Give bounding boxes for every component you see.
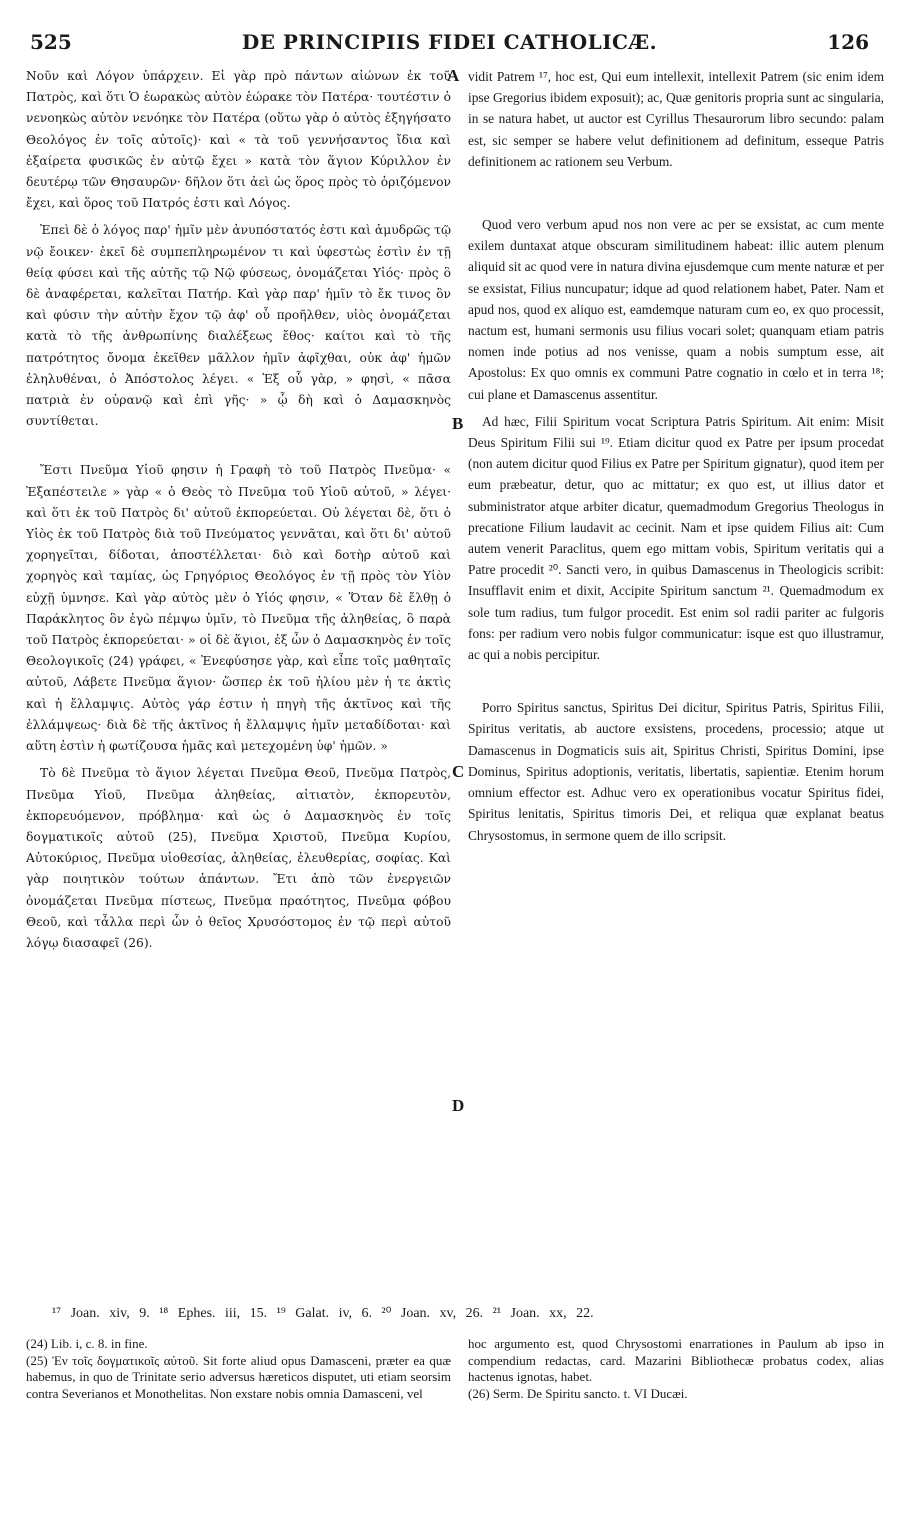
greek-paragraph: Τὸ δὲ Πνεῦμα τὸ ἅγιον λέγεται Πνεῦμα Θεοῦ, Πνεῦμα Πατρὸς, Πνεῦμα Υἱοῦ, Πνεῦμα ἀληθείας, αἰτιατὸν, ἐκπορευτὸν, ἐκπορευόμενον, πρόβλημα· καὶ ὡς ὁ Δαμασκηνὸς ἐν τοῖς δογματικοῖς αὐτοῦ (25), Πνεῦμα Χριστοῦ, Πνεῦμα Κυρίου, Αὐτοκύριος, Πνεῦμα υἱοθεσίας, ἀληθείας, ἐλευθερίας, σοφίας. Καὶ γὰρ ποιητικὸν τούτων ἁπάντων. Ἔτι ἀπὸ τῶν ἐνεργειῶν ὀνομάζεται Πνεῦμα πίστεως, Πνεῦμα πραότητος, Πνεῦμα φόβου Θεοῦ, καὶ τἆλλα περὶ ὧν ὁ θεῖος Χρυσόστομος ἐν τῷ περὶ αὐτοῦ λόγῳ διασαφεῖ (26). (26, 766, 451, 950)
section-marker-c: C (452, 762, 465, 781)
page-number-left: 525 (30, 30, 72, 54)
footnote: (26) Serm. De Spiritu sancto. t. VI Ducæi. (468, 1385, 688, 1401)
latin-text-column (468, 66, 884, 852)
greek-paragraph: Ἔστι Πνεῦμα Υἱοῦ φησιν ἡ Γραφὴ τὸ τοῦ Πατρὸς Πνεῦμα· « Ἐξαπέστειλε » γὰρ « ὁ Θεὸς τὸ Πνεῦμα τοῦ Υἱοῦ αὐτοῦ, » λέγει· καὶ ὅτι ἐκ τοῦ Πατρὸς δι' αὐτοῦ ἐκπορεύεται. Οὐ λέγεται δὲ, ὅτι ὁ Υἱὸς ἐκ τοῦ Πατρὸς διὰ τοῦ Πνεύματος γεννᾶται, καὶ ὅτι δι' αὐτοῦ χορηγεῖται, δίδοται, ἀποστέλλεται· διὸ καὶ δοτὴρ αὐτοῦ καὶ χορηγὸς καὶ ταμίας, ὡς Γρηγόριος Θεολόγος ἐν τῇ πρὸς τὸν Υἱὸν εὐχῇ ὑμνησε. Καὶ γὰρ αὐτὸς μὲν ὁ Υἱός φησιν, « Ὅταν δὲ ἔλθῃ ὁ Παράκλητος ὃν ἐγὼ πέμψω ὑμῖν, τὸ Πνεῦμα τῆς ἀληθείας, ὃ παρὰ τοῦ Πατρὸς ἐκπορεύεται· » οἱ δὲ ἅγιοι, ἐξ ὧν ὁ Δαμασκηνὸς ἐν τοῖς Θεολογικοῖς (24) γράφει, « Ἐνεφύσησε γὰρ, καὶ εἶπε τοῖς μαθηταῖς αὐτοῦ, Λάβετε Πνεῦμα ἅγιον· ὥσπερ ἐκ τοῦ ἡλίου μὲν ἡ τε ἀκτὶς καὶ ἡ ἔλλαμψις. Αὐτὸς γάρ ἐστιν ἡ πηγὴ τῆς ἀκτῖνος καὶ τῆς ἐλλάμψεως· διὰ δὲ τῆς ἀκτῖνος ἡ ἔλλαμψις ἡμῖν μεταδίδοται· καὶ αὕτη ἐστὶν ἡ φωτίζουσα ἡμᾶς καὶ μετεχομένη ὑφ' ἡμῶν. » (26, 463, 451, 754)
greek-text-column (26, 66, 451, 960)
footnote: (25) Ἐν τοῖς δογματικοῖς αὐτοῦ. Sit forte aliud opus Damasceni, præter ea quæ habemus, in quo de Trinitate serio adversus hæreticos disputet, uti etiam seorsim contra Severianos et Monothelitas. Non exstare nobis omnia Damasceni, vel (26, 1352, 451, 1401)
scripture-references: ¹⁷ Joan. xiv, 9. ¹⁸ Ephes. iii, 15. ¹⁹ Galat. iv, 6. ²⁰ Joan. xv, 26. ²¹ Joan. xx, 22. (52, 1306, 594, 1321)
footnotes-right (468, 1336, 884, 1402)
greek-paragraph: Ἐπεὶ δὲ ὁ λόγος παρ' ἡμῖν μὲν ἀνυπόστατός ἐστι καὶ ἀμυδρῶς τῷ νῷ ἔοικεν· ἐκεῖ δὲ συμπεπληρωμένον τι καὶ ὑφεστὼς ἐστὶν ἐν τῇ θείᾳ φύσει καὶ τῆς αὐτῆς τῷ Νῷ φύσεως, ὀνομάζεται Υἱός· πρὸς ὃ δὲ ἀναφέρεται, καλεῖται Πατήρ. Καὶ γὰρ παρ' ἡμῖν τὸ ἔκ τινος ὂν καὶ φύσιν τὴν αὐτὴν ἔχον τῷ ἀφ' οὗ προῆλθεν, υἱὸς ὀνομάζεται κατὰ τὸ τῆς ἀνθρωπίνης διαλέξεως ἔθος· καίτοι καὶ τὸ τῆς πατρότητος ὄνομα ἐκεῖθεν μᾶλλον ἡμῖν ἀφῖχθαι, οὐκ ἀφ' ἡμῶν ἐληλυθέναι, ὁ Ἀπόστολος λέγει. « Ἐξ οὗ γὰρ, » φησὶ, « πᾶσα πατριὰ ἐν οὐρανῷ καὶ ἐπὶ γῆς· » ᾧ δὴ καὶ ὁ Δαμασκηνὸς συντίθεται. (26, 223, 451, 429)
running-title: DE PRINCIPIIS FIDEI CATHOLICÆ. (241, 30, 658, 54)
latin-paragraph: Ad hæc, Filii Spiritum vocat Scriptura Patris Spiritum. Ait enim: Misit Deus Spiritum Filii sui ¹⁹. Etiam dicitur quod ex Patre per ipsum procedat (non autem dicitur quod Filius ex Patre per Spiritum gignatur), quod item per eum præbeatur, detur, quo ac mittatur; ex quo est, ut illius dator et subministrator atque arbiter dicatur, quemadmodum Gregorius Theologus in precatione Filium laudavit ac cecinit. Nam et ipse quidem Filius ait: Cum autem venerit Paraclitus, quem ego mittam vobis, Spiritum veritatis qui a Patre procedit ²⁰. Sancti vero, in quibus Damascenus in Theologicis scribit: Insufflavit enim et dixit, Accipite Spiritum sanctum ²¹. Quemadmodum ex sole tum radius, tum fulgor procedit. Est enim sol radii pariter ac fulgoris fons: per radium vero nobis fulgor communicatur: isque est quo illustramur, ac qui a nobis percipitur. (468, 413, 884, 663)
latin-paragraph: Quod vero verbum apud nos non vere ac per se exsistat, ac cum mente exilem duntaxat atque obscuram similitudinem habeat: illic autem plenum aliquid sit ac quod vere in natura divina ejusdemque cum mente naturæ et per se exsistat, Filius nuncupatur; idque ad quod relationem habet, Pater. Nam et apud nos, quod ex aliquo est, eamdemque naturam cum eo, ex quo processit, nactum est, humani sermonis usu filius vocari solet; quanquam etiam patris nomen inde potius ad nos venisse, quam a nobis sumptum esse, ait Apostolus: Ex quo omnis ex communi Patre cognatio in cœlo et in terra ¹⁸; cui plane et Damascenus assentitur. (468, 217, 884, 402)
footnotes-left (26, 1336, 451, 1402)
section-marker-d: D (452, 1096, 465, 1115)
footnote: (24) Lib. i, c. 8. in fine. (26, 1336, 148, 1351)
section-marker-a: A (447, 66, 460, 85)
footnote: hoc argumento est, quod Chrysostomi enarrationes in Paulum ab ipso in compendium redactas, card. Mazarini Bibliothecæ probatus codex, alias hactenus ignotas, habet. (468, 1336, 884, 1384)
latin-paragraph: vidit Patrem ¹⁷, hoc est, Qui eum intellexit, intellexit Patrem (sic enim idem ipse Gregorius ibidem exposuit); ac, Quæ genitoris propria sunt ac singularia, in se natura habet, ut auctor est Cyrillus Thesaurorum libro secundo: palam est, sic semper se habere velut definitionem ad definitum, esseque Patris definitionem ac rationem seu Verbum. (468, 69, 884, 169)
page-number-right: 126 (827, 30, 869, 54)
page-header (30, 30, 869, 70)
section-marker-b: B (452, 414, 464, 433)
greek-paragraph: Νοῦν καὶ Λόγον ὑπάρχειν. Εἰ γὰρ πρὸ πάντων αἰώνων ἐκ τοῦ Πατρὸς, καὶ ὅτι Ὁ ἑωρακὼς αὐτὸν ἑώρακε τὸν Πατέρα· τουτέστιν ὁ νενοηκὼς αὐτὸν νενόηκε τὸν Πατέρα (οὕτω γὰρ ὁ αὐτὸς ἐξηγήσατο Θεολόγος ἐν τοῖς αὐτοῖς)· καὶ « τὰ τοῦ γεννήσαντος ἴδια καὶ ἐξαίρετα φυσικῶς ἐν αὐτῷ ἔχει » κατὰ τὸν ἅγιον Κύριλλον ἐν δευτέρῳ τῶν Θησαυρῶν· δῆλον ὅτι ἀεὶ ὡς ὅρος πρὸς τὸ ὁριζόμενον ἔχει, καὶ ὅρος τοῦ Πατρός ἐστι καὶ Λόγος. (26, 69, 451, 211)
latin-paragraph: Porro Spiritus sanctus, Spiritus Dei dicitur, Spiritus Patris, Spiritus Filii, Spiritus veritatis, ab auctore exsistens, procedens, processio; atque ut Damascenus in Dogmaticis suis ait, Spiritus Christi, Spiritus Domini, ipse Dominus, Spiritus adoptionis, veritatis, libertatis, sapientiæ. Etenim horum omnium effector est. Adhuc vero ex operationibus vocatur Spiritus fidei, Spiritus lenitatis, Spiritus timoris Dei, et reliqua quæ explanat beatus Chrysostomus, in sermone quem de illo scripsit. (468, 700, 884, 843)
